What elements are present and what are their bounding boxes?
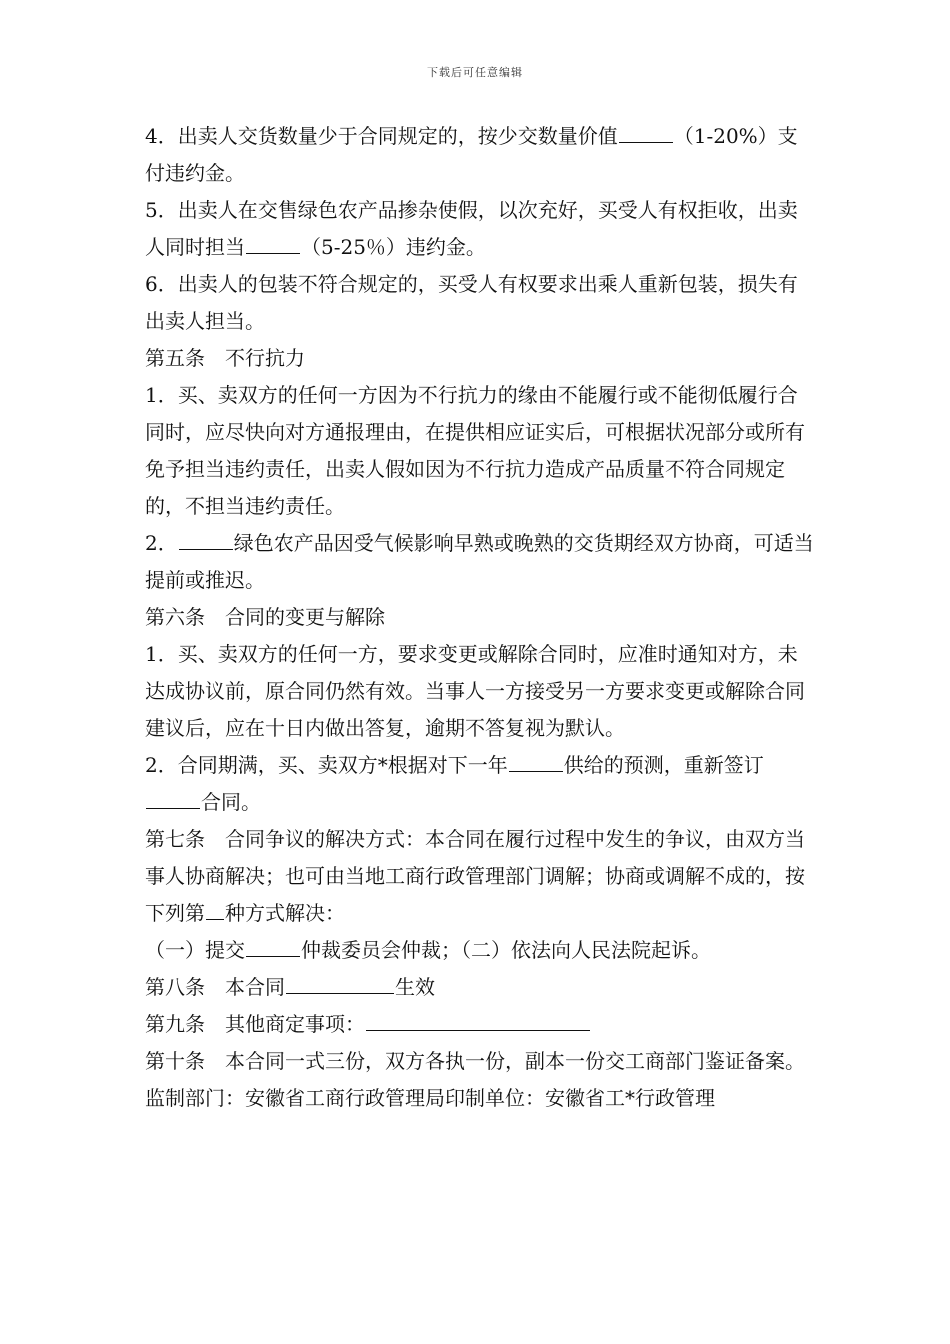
clause-text: 绿色农产品因受气候影响早熟或晚熟的交货期经双方协商，可适当提前或推迟。 (145, 531, 814, 592)
article-title: 第六条 合同的变更与解除 (145, 605, 385, 629)
clause-4-4 (145, 118, 815, 192)
clause-text: 2． (145, 531, 178, 555)
clause-5-1 (145, 377, 815, 525)
article-7 (145, 821, 815, 932)
clause-text: 6．出卖人的包装不符合规定的，买受人有权要求出乘人重新包装，损失有出卖人担当。 (145, 272, 798, 333)
clause-text: （一）提交 (145, 938, 245, 962)
clause-text: 第九条 其他商定事项： (145, 1012, 365, 1036)
clause-4-6 (145, 266, 815, 340)
fill-blank (206, 898, 224, 920)
clause-text: 监制部门：安徽省工商行政管理局印制单位：安徽省工*行政管理 (145, 1086, 715, 1110)
clause-text: （5-25％）违约金。 (301, 235, 486, 259)
clause-4-5 (145, 192, 815, 266)
clause-text: 生效 (395, 975, 435, 999)
fill-blank (286, 972, 394, 994)
clause-text: 种方式解决： (225, 901, 345, 925)
article-9 (145, 1006, 815, 1043)
page-header: 下载后可任意编辑 (427, 66, 523, 79)
article-10 (145, 1043, 815, 1080)
clause-text: 供给的预测，重新签订 (563, 753, 764, 777)
fill-blank (509, 750, 563, 772)
clause-text: 4．出卖人交货数量少于合同规定的，按少交数量价值 (145, 124, 618, 148)
article-5-heading (145, 340, 815, 377)
clause-text: 第八条 本合同 (145, 975, 285, 999)
article-7-options (145, 932, 815, 969)
article-title: 第五条 不行抗力 (145, 346, 305, 370)
fill-blank (246, 935, 300, 957)
article-8 (145, 969, 815, 1006)
article-6-heading (145, 599, 815, 636)
clause-6-1 (145, 636, 815, 747)
clause-text: 合同。 (201, 790, 261, 814)
fill-blank (246, 232, 300, 254)
supervision-line (145, 1080, 815, 1117)
clause-6-2 (145, 747, 815, 821)
fill-blank (179, 528, 233, 550)
clause-text: 第七条 合同争议的解决方式：本合同在履行过程中发生的争议，由双方当事人协商解决；也可由当地工商行政管理部门调解；协商或调解不成的，按下列第 (145, 827, 805, 925)
clause-text: 5．出卖人在交售绿色农产品掺杂使假，以次充好，买受人有权拒收，出卖人同时担当 (145, 198, 798, 259)
fill-blank (619, 121, 673, 143)
clause-5-2 (145, 525, 815, 599)
document-body (145, 118, 815, 1117)
fill-blank (366, 1009, 590, 1031)
clause-text: 1．买、卖双方的任何一方因为不行抗力的缘由不能履行或不能彻低履行合同时，应尽快向对方通报理由，在提供相应证实后，可根据状况部分或所有免予担当违约责任，出卖人假如因为不行抗力造成产品质量不符合同规定的，不担当违约责任。 (145, 383, 805, 518)
clause-text: 2．合同期满，买、卖双方*根据对下一年 (145, 753, 508, 777)
clause-text: 仲裁委员会仲裁；（二）依法向人民法院起诉。 (301, 938, 711, 962)
clause-text: （1-20%）支付违约金。 (145, 124, 798, 185)
fill-blank (146, 787, 200, 809)
clause-text: 1．买、卖双方的任何一方，要求变更或解除合同时，应准时通知对方，未达成协议前，原合同仍然有效。当事人一方接受另一方要求变更或解除合同建议后，应在十日内做出答复，逾期不答复视为默认。 (145, 642, 805, 740)
clause-text: 第十条 本合同一式三份，双方各执一份，副本一份交工商部门鉴证备案。 (145, 1049, 805, 1073)
